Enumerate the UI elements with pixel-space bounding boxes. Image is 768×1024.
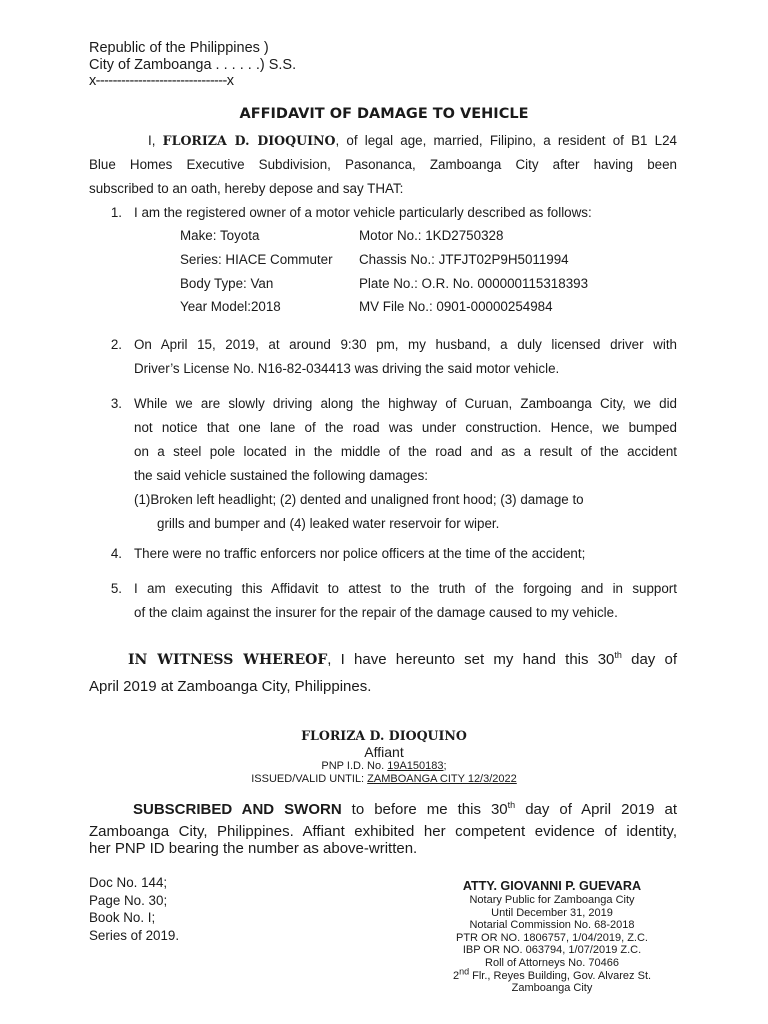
page-no: Page No. 30; — [89, 892, 168, 908]
item-5 — [102, 577, 677, 625]
affiant-name-intro: FLORIZA D. DIOQUINO — [162, 133, 336, 148]
notary-line-7 — [408, 965, 696, 983]
affiant-name: FLORIZA D. DIOQUINO — [301, 728, 467, 743]
pnp-id-line — [0, 760, 768, 773]
witness-sup: th — [614, 650, 622, 660]
intro-rest: , of legal age, married, Filipino, a resident of B1 L24 — [335, 133, 677, 148]
sworn-lead: SUBSCRIBED AND SWORN — [133, 801, 342, 818]
vehicle-year-model: Year Model:2018 — [180, 299, 281, 315]
item-4-text: There were no traffic enforcers nor police officers at the time of the accident; — [134, 546, 586, 561]
table-row — [180, 299, 588, 323]
issued-label: ISSUED/VALID UNTIL: — [251, 773, 368, 785]
intro-line-1 — [148, 129, 677, 153]
item-number: 1. — [110, 205, 122, 220]
sworn-end: day of April 2019 at — [515, 801, 678, 818]
intro-line-2-text: Blue Homes Executive Subdivision, Pasonanca, Zamboanga City after having been — [89, 157, 677, 172]
notary-floor-rest: Flr., Reyes Building, Gov. Alvarez St. — [469, 969, 652, 982]
item-number: 4. — [110, 546, 122, 561]
item-3-line-1: While we are slowly driving along the highway of Curuan, Zamboanga City, we did — [134, 396, 677, 411]
vehicle-plate-no: Plate No.: O.R. No. 000000115318393 — [359, 275, 589, 291]
intro-pre: I, — [148, 133, 163, 148]
book-no: Book No. I; — [89, 910, 156, 925]
witness-lead: IN WITNESS WHEREOF — [128, 652, 328, 668]
issued-value: ZAMBOANGA CITY 12/3/2022 — [367, 773, 517, 785]
item-5-line-2: of the claim against the insurer for the repair of the damage caused to my vehicle. — [134, 605, 618, 620]
sworn-line-3: her PNP ID bearing the number as above-written. — [89, 840, 418, 857]
table-row — [180, 252, 588, 276]
notary-line-5: IBP OR NO. 063794, 1/07/2019 Z.C. — [462, 944, 642, 957]
table-row — [180, 276, 588, 300]
notary-line-4: PTR OR NO. 1806757, 1/04/2019, Z.C. — [456, 931, 648, 944]
notary-name: ATTY. GIOVANNI P. GUEVARA — [462, 879, 642, 893]
item-3 — [102, 392, 677, 536]
notary-line-1: Notary Public for Zamboanga City — [469, 894, 635, 906]
vehicle-details-table — [180, 228, 588, 323]
item-number: 2. — [110, 337, 122, 352]
vehicle-chassis-no: Chassis No.: JTFJT02P9H5011994 — [359, 251, 569, 267]
sworn-line-2-text: Zamboanga City, Philippines. Affiant exhibited her competent evidence of identity, — [89, 823, 677, 840]
notary-line-3: Notarial Commission No. 68-2018 — [469, 919, 635, 932]
notary-block — [408, 878, 696, 995]
vehicle-make: Make: Toyota — [180, 228, 260, 243]
document-title: AFFIDAVIT OF DAMAGE TO VEHICLE — [239, 106, 529, 122]
item-2-line-1: On April 15, 2019, at around 9:30 pm, my husband, a duly licensed driver with — [134, 337, 677, 352]
header-divider: x-------------------------------x — [89, 73, 234, 89]
pnp-id-label: PNP I.D. No. — [321, 760, 388, 772]
pnp-id-suffix: ; — [443, 760, 447, 772]
series-of: Series of 2019. — [89, 927, 180, 943]
sworn-rest: to before me this 30 — [341, 801, 508, 818]
issued-valid-line — [0, 773, 768, 786]
witness-end: day of — [621, 651, 678, 668]
witness-rest: , I have hereunto set my hand this 30 — [327, 651, 615, 668]
witness-line-1 — [128, 650, 677, 670]
table-row — [180, 228, 588, 252]
affiant-signature-block — [0, 728, 768, 786]
doc-no: Doc No. 144; — [89, 875, 168, 890]
witness-line-2: April 2019 at Zamboanga City, Philippines. — [89, 678, 372, 695]
item-1-text: I am the registered owner of a motor vehicle particularly described as follows: — [134, 205, 592, 220]
item-5-line-1: I am executing this Affidavit to attest to the truth of the forgoing and in support — [134, 581, 677, 596]
vehicle-mv-file-no: MV File No.: 0901-00000254984 — [359, 299, 553, 315]
vehicle-body-type: Body Type: Van — [180, 275, 274, 291]
damage-list-line-1: (1)Broken left headlight; (2) dented and unaligned front hood; (3) damage to — [134, 492, 584, 507]
header-republic: Republic of the Philippines ) — [89, 40, 269, 56]
notary-line-2: Until December 31, 2019 — [491, 906, 613, 919]
docket-block — [89, 874, 179, 944]
sworn-line-1 — [133, 800, 677, 820]
item-2-line-2: Driver’s License No. N16-82-034413 was driving the said motor vehicle. — [134, 361, 560, 376]
notary-floor-sup: nd — [459, 965, 470, 976]
notary-line-6: Roll of Attorneys No. 70466 — [485, 956, 619, 969]
notary-floor-num: 2 — [452, 969, 460, 982]
affiant-label: Affiant — [364, 744, 404, 760]
item-3-line-4: the said vehicle sustained the following damages: — [134, 468, 429, 483]
item-3-line-2: not notice that one lane of the road was under construction. Hence, we bumped — [134, 420, 677, 435]
damage-list-line-2: grills and bumper and (4) leaked water reservoir for wiper. — [157, 516, 500, 531]
item-3-line-3: on a steel pole located in the middle of the road and as a result of the accident — [134, 444, 677, 459]
vehicle-series: Series: HIACE Commuter — [180, 251, 333, 267]
vehicle-motor-no: Motor No.: 1KD2750328 — [359, 228, 504, 243]
sworn-sup: th — [507, 800, 516, 810]
header-city: City of Zamboanga . . . . . .) S.S. — [89, 57, 297, 73]
item-2 — [102, 333, 677, 381]
intro-line-2 — [89, 153, 677, 177]
item-number: 3. — [110, 396, 122, 411]
pnp-id-value: 19A150183 — [387, 760, 444, 772]
notary-line-8: Zamboanga City — [511, 982, 593, 995]
item-number: 5. — [110, 581, 122, 596]
intro-line-3: subscribed to an oath, hereby depose and say THAT: — [89, 181, 404, 196]
